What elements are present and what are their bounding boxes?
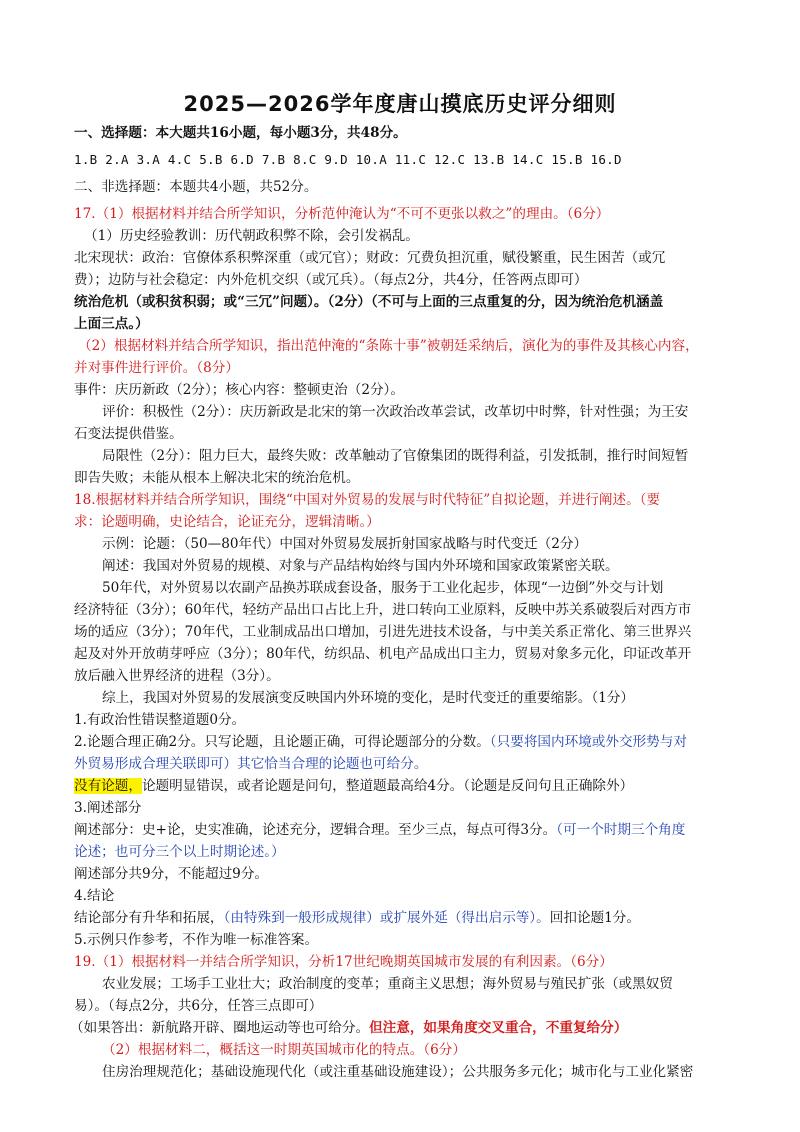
q17-p1-answer-3-line1: 统治危机（或积贫积弱；或“三冗”问题）。（2分）（不可与上面的三点重复的分，因为统治危机涵盖 (74, 294, 664, 310)
q19-p1-note-warning: 但注意，如果角度交叉重合，不重复给分） (369, 1020, 628, 1036)
q18-rule-4-text1: 结论部分有升华和拓展， (74, 910, 224, 926)
q17-part2-prompt-line2: 并对事件进行评价。（8分） (74, 360, 239, 376)
q18-rule-5: 5.示例只作参考，不作为唯一标准答案。 (74, 932, 319, 948)
q18-rule-4: 4.结论 (74, 888, 115, 904)
q18-body-line3: 场的适应（3分）；70年代，工业制成品出口增加，引进先进技术设备，与中美关系正常化、第三世界兴 (74, 624, 692, 640)
q19-p1-answer-line1: 农业发展；工场手工业壮大；政治制度的变革；重商主义思想；海外贸易与殖民扩张（或黑奴贸 (102, 976, 673, 992)
q18-rule-4-note: （由特殊到一般形成规律）或扩展外延（得出启示等）。 (223, 910, 550, 926)
q19-p1-note-text: （如果答出：新航路开辟、圈地运动等也可给分。 (70, 1020, 370, 1036)
highlighted-text: 没有论题， (74, 778, 142, 794)
q18-prompt-line1: 18.根据材料并结合所学知识，围绕“中国对外贸易的发展与时代特征”自拟论题，并进行阐述。（要 (74, 492, 661, 508)
q18-rule-2-line1 (74, 732, 729, 752)
q18-rule-3-line3: 阐述部分共9分，不能超过9分。 (74, 866, 269, 882)
q19-p1-answer-line2: 易）。（每点2分，共6分，任答三点即可） (74, 998, 323, 1014)
q18-body-line2: 经济特征（3分）；60年代，轻纺产品出口占比上升，进口转向工业原料，反映中苏关系破裂后对西方市 (74, 602, 692, 618)
q17-p1-answer-2-line2: 费）；边防与社会稳定：内外危机交织（或冗兵）。（每点2分，共4分，任答两点即可） (74, 272, 588, 288)
q18-body-line1: 50年代，对外贸易以农副产品换苏联成套设备，服务于工业化起步，体现“一边倒”外交与计划 (102, 580, 664, 596)
q17-p1-answer-2-line1: 北宋现状：政治：官僚体系积弊深重（或冗官）；财政：冗费负担沉重，赋役繁重，民生困苦（或冗 (74, 250, 666, 266)
q18-rule-4-text2: 回扣论题1分。 (549, 910, 640, 926)
q17-p2-limitation-line1: 局限性（2分）：阻力巨大，最终失败：改革触动了官僚集团的既得利益，引发抵制，推行时间短暂 (102, 448, 689, 464)
q18-rule-3-line1 (74, 820, 729, 840)
q18-rule-3-note: （可一个时期三个角度 (556, 822, 686, 838)
page-title: 2025—2026学年度唐山摸底历史评分细则 (183, 92, 617, 116)
q19-part1-prompt: 19.（1）根据材料一并结合所学知识，分析17世纪晚期英国城市发展的有利因素。（6分） (74, 954, 613, 970)
q19-p2-answer-line1: 住房治理规范化；基础设施现代化（或注重基础设施建设）；公共服务多元化；城市化与工业化紧密 (102, 1064, 694, 1080)
q18-exposition: 阐述：我国对外贸易的规模、对象与产品结构始终与国内外环境和国家政策紧密关联。 (102, 558, 619, 574)
q17-p1-answer-1: （1）历史经验教训：历代朝政积弊不除，会引发祸乱。 (84, 228, 419, 244)
q18-summary: 综上，我国对外贸易的发展演变反映国内外环境的变化，是时代变迁的重要缩影。（1分） (102, 690, 635, 706)
q18-body-line4: 起及对外开放萌芽呼应（3分）；80年代，纺织品、机电产品成出口主力，贸易对象多元化，印证改革开 (74, 646, 692, 662)
q19-part2-prompt: （2）根据材料二，概括这一时期英国城市化的特点。（6分） (102, 1042, 466, 1058)
q17-p2-limitation-line2: 即告失败；未能从根本上解决北宋的统治危机。 (74, 470, 360, 486)
q18-rule-1: 1.有政治性错误整道题0分。 (74, 712, 246, 728)
choice-answers: 1.B 2.A 3.A 4.C 5.B 6.D 7.B 8.C 9.D 10.A 11.C 12.C 13.B 14.C 15.B 16.D (74, 152, 622, 167)
q18-rule-2-line3-text: 论题明显错误，或者论题是问句，整道题最高给4分。（论题是反问句且正确除外） (141, 778, 634, 794)
q18-rule-3-line2: 论述；也可分三个以上时期论述。） (74, 844, 285, 860)
q18-rule-2-line3 (74, 776, 729, 796)
section-1-heading: 一、选择题：本大题共16小题，每小题3分，共48分。 (74, 125, 407, 141)
q18-rule-3: 3.阐述部分 (74, 800, 142, 816)
q18-rule-3-text: 阐述部分：史+论，史实准确，论述充分，逻辑合理。至少三点，每点可得3分。 (74, 822, 557, 838)
q19-p1-note (70, 1018, 725, 1038)
q17-part2-prompt-line1: （2）根据材料并结合所学知识，指出范仲淹的“条陈十事”被朝廷采纳后，演化为的事件及其核心内容， (78, 338, 699, 354)
q18-body-line5: 放后融入世界经济的进程（3分）。 (74, 668, 280, 684)
q18-rule-2-text: 2.论题合理正确2分。只写论题，且论题正确，可得论题部分的分数。 (74, 734, 490, 750)
q17-p1-answer-3-line2: 上面三点。） (74, 316, 149, 332)
q17-p2-event: 事件：庆历新政（2分）；核心内容：整顿吏治（2分）。 (74, 382, 404, 398)
q17-part1-prompt: 17.（1）根据材料并结合所学知识，分析范仲淹认为“不可不更张以救之”的理由。（6分） (74, 206, 610, 222)
q18-rule-2-line2: 外贸易形成合理关联即可）其它恰当合理的论题也可给分。 (74, 756, 428, 772)
q18-rule-2-note: （只要将国内环境或外交形势与对 (489, 734, 687, 750)
q17-p2-evaluation-line2: 石变法提供借鉴。 (74, 426, 183, 442)
q17-p2-evaluation-line1: 评价：积极性（2分）：庆历新政是北宋的第一次政治改革尝试，改革切中时弊，针对性强；为王安 (102, 404, 689, 420)
q18-prompt-line2: 求：论题明确，史论结合，论证充分，逻辑清晰。） (74, 514, 380, 530)
q18-rule-4-line1 (74, 908, 729, 928)
section-2-heading: 二、非选择题：本题共4小题，共52分。 (74, 179, 318, 195)
q18-example: 示例：论题：（50—80年代）中国对外贸易发展折射国家战略与时代变迁（2分） (102, 536, 588, 552)
